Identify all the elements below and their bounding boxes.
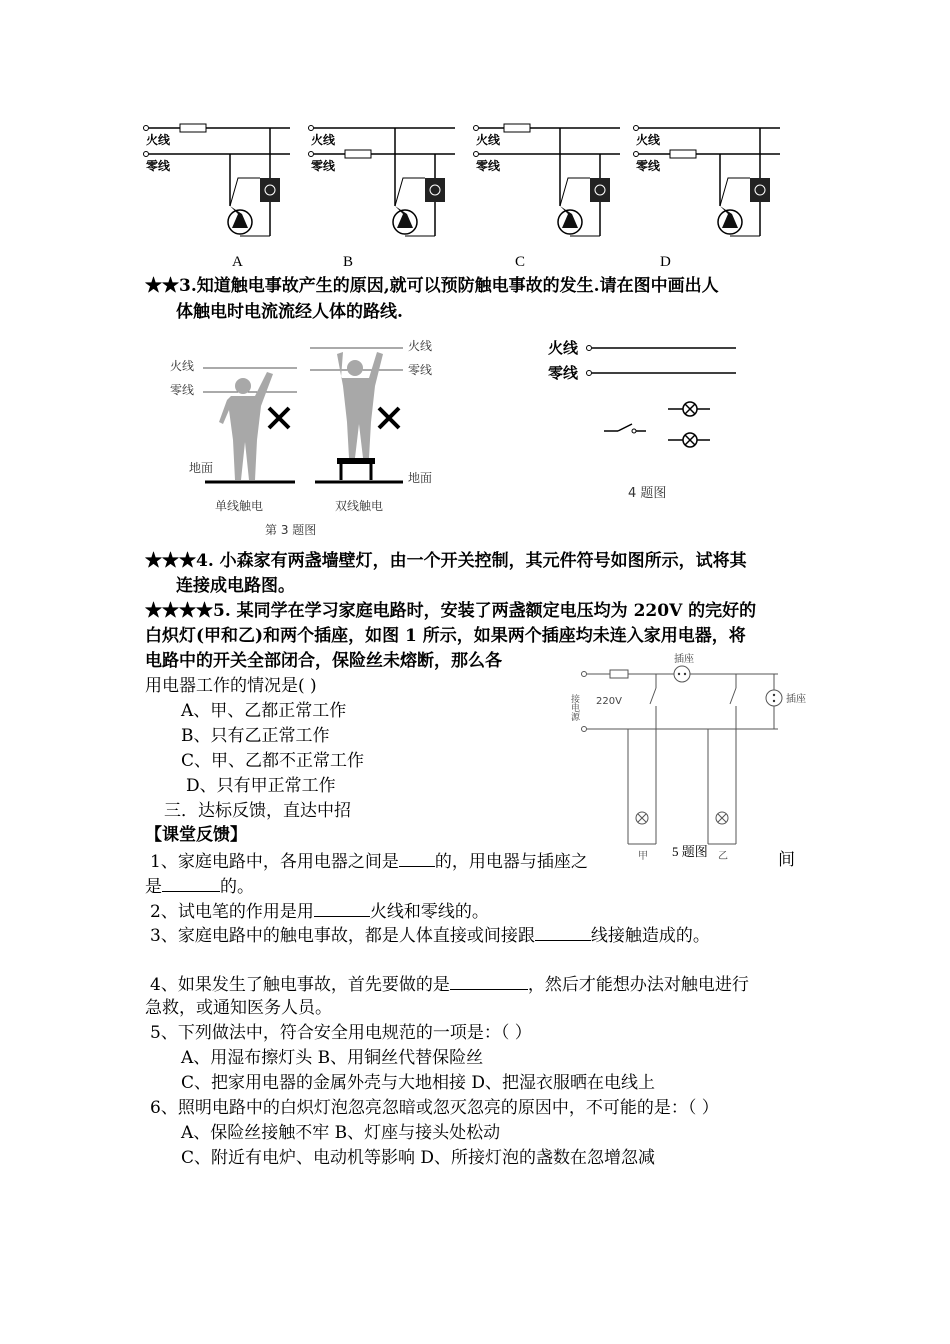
answer-blank[interactable] xyxy=(162,873,220,892)
question-3-line-1: ★★3.知道触电事故产生的原因,就可以预防触电事故的发生.请在图中画出人 xyxy=(145,276,719,296)
question-4-line-2: 连接成电路图。 xyxy=(176,576,295,596)
fire-wire-label: 火线 xyxy=(476,133,501,147)
section-3-heading: 三．达标反馈，直达中招 xyxy=(164,801,351,821)
socket-icon xyxy=(766,690,782,706)
lamp-symbol-icon xyxy=(668,402,710,416)
lamp-yi-icon xyxy=(716,812,728,824)
feedback-q6-options-ab: A、保险丝接触不牢 B、灯座与接头处松动 xyxy=(181,1123,501,1143)
lamp-jia-icon xyxy=(636,812,648,824)
cross-mark-icon xyxy=(379,408,399,428)
voltage-label: 220V xyxy=(596,696,622,707)
lamp-yi-label: 乙 xyxy=(718,851,728,862)
feedback-q3: 3、家庭电路中的触电事故，都是人体直接或间接跟 线接触造成的。 xyxy=(150,922,710,948)
question-4-line-1: ★★★4. 小森家有两盏墙壁灯，由一个开关控制，其元件符号如图所示，试将其 xyxy=(145,551,747,571)
figure-3-shock-illustration xyxy=(165,330,455,545)
option-label-c: C xyxy=(515,254,526,270)
double-line-caption: 双线触电 xyxy=(335,499,384,513)
lamp-symbol-icon xyxy=(668,433,710,447)
circuit-figure-c xyxy=(474,124,621,236)
question-3-line-2: 体触电时电流流经人体的路线. xyxy=(176,302,403,322)
socket-2-label: 插座 xyxy=(786,694,806,705)
top-circuit-figures xyxy=(140,118,800,248)
option-label-b: B xyxy=(343,254,354,270)
question-5-line-2: 白炽灯(甲和乙)和两个插座，如图 1 所示，如果两个插座均未连入家用电器，将 xyxy=(145,626,746,646)
answer-blank[interactable] xyxy=(450,971,528,990)
circuit-figure-d xyxy=(634,126,781,237)
neutral-wire-label-right: 零线 xyxy=(408,363,433,377)
difficulty-stars: ★★★ xyxy=(145,551,196,571)
feedback-header: 【课堂反馈】 xyxy=(145,825,247,845)
figure-5-caption: 5 题图 xyxy=(672,844,708,859)
single-line-caption: 单线触电 xyxy=(215,499,264,513)
power-source-label: 接电源 xyxy=(569,694,579,721)
neutral-wire-label: 零线 xyxy=(146,159,171,173)
feedback-q4-line-2: 急救，或通知医务人员。 xyxy=(145,998,332,1018)
lamp-jia-label: 甲 xyxy=(638,851,648,862)
answer-blank[interactable] xyxy=(314,898,370,917)
difficulty-stars: ★★ xyxy=(145,276,179,296)
fire-wire-label: 火线 xyxy=(146,133,171,147)
question-5-option-a: A、甲、乙都正常工作 xyxy=(181,701,347,721)
option-label-d: D xyxy=(660,254,671,270)
feedback-q4: 4、如果发生了触电事故，首先要做的是 ，然后才能想办法对触电进行 xyxy=(150,971,749,997)
question-5-line-1: ★★★★5. 某同学在学习家庭电路时，安装了两盏额定电压均为 220V 的完好的 xyxy=(145,601,757,621)
fire-wire-label: 火线 xyxy=(636,133,661,147)
fire-wire-label: 火线 xyxy=(170,359,195,373)
feedback-q5: 5、下列做法中，符合安全用电规范的一项是：（ ） xyxy=(150,1023,532,1043)
difficulty-stars: ★★★★ xyxy=(145,601,213,621)
figure-4-symbols xyxy=(540,333,745,508)
feedback-q5-options-ab: A、用湿布擦灯头 B、用铜丝代替保险丝 xyxy=(181,1048,484,1068)
answer-blank[interactable] xyxy=(535,922,591,941)
fire-wire-label-right: 火线 xyxy=(408,339,433,353)
fire-wire-label: 火线 xyxy=(311,133,336,147)
switch-symbol-icon xyxy=(604,424,646,433)
neutral-wire-label: 零线 xyxy=(311,159,336,173)
person-silhouette-right xyxy=(337,352,383,458)
figure-5-circuit xyxy=(569,652,806,862)
feedback-q6-options-cd: C、附近有电炉、电动机等影响 D、所接灯泡的盏数在忽增忽减 xyxy=(181,1148,656,1168)
person-silhouette-left xyxy=(219,372,273,480)
question-5-option-b: B、只有乙正常工作 xyxy=(181,726,330,746)
question-5-line-4: 用电器工作的情况是( ) xyxy=(145,676,317,696)
question-5-line-3: 电路中的开关全部闭合，保险丝未熔断，那么各 xyxy=(145,651,502,671)
figure-3-caption: 第 3 题图 xyxy=(265,523,317,537)
feedback-q1: 1、家庭电路中，各用电器之间是 的，用电器与插座之 xyxy=(150,848,588,874)
cross-mark-icon xyxy=(269,408,289,428)
feedback-q2: 2、试电笔的作用是用 火线和零线的。 xyxy=(150,898,489,924)
feedback-q1-tail: 间 xyxy=(778,850,795,870)
ground-label-left: 地面 xyxy=(189,461,214,475)
socket-icon xyxy=(674,666,690,682)
socket-1-label: 插座 xyxy=(674,654,694,665)
circuit-figure-a xyxy=(144,124,291,236)
neutral-wire-label: 零线 xyxy=(170,383,195,397)
option-label-a: A xyxy=(232,254,243,270)
question-5-option-d: D、只有甲正常工作 xyxy=(186,776,336,796)
question-5-option-c: C、甲、乙都不正常工作 xyxy=(181,751,365,771)
fire-wire-label: 火线 xyxy=(548,339,579,357)
feedback-q1-line-2: 是 的。 xyxy=(145,873,254,899)
feedback-q6: 6、照明电路中的白炽灯泡忽亮忽暗或忽灭忽亮的原因中，不可能的是：（ ） xyxy=(150,1098,719,1118)
neutral-wire-label: 零线 xyxy=(548,364,579,382)
answer-blank[interactable] xyxy=(399,848,435,867)
figure-4-caption: 4 题图 xyxy=(628,486,667,501)
neutral-wire-label: 零线 xyxy=(636,159,661,173)
switch-icon xyxy=(730,688,736,704)
switch-icon xyxy=(650,688,656,704)
neutral-wire-label: 零线 xyxy=(476,159,501,173)
circuit-figure-b xyxy=(309,126,456,237)
ground-label-right: 地面 xyxy=(408,471,433,485)
feedback-q5-options-cd: C、把家用电器的金属外壳与大地相接 D、把湿衣服晒在电线上 xyxy=(181,1073,656,1093)
